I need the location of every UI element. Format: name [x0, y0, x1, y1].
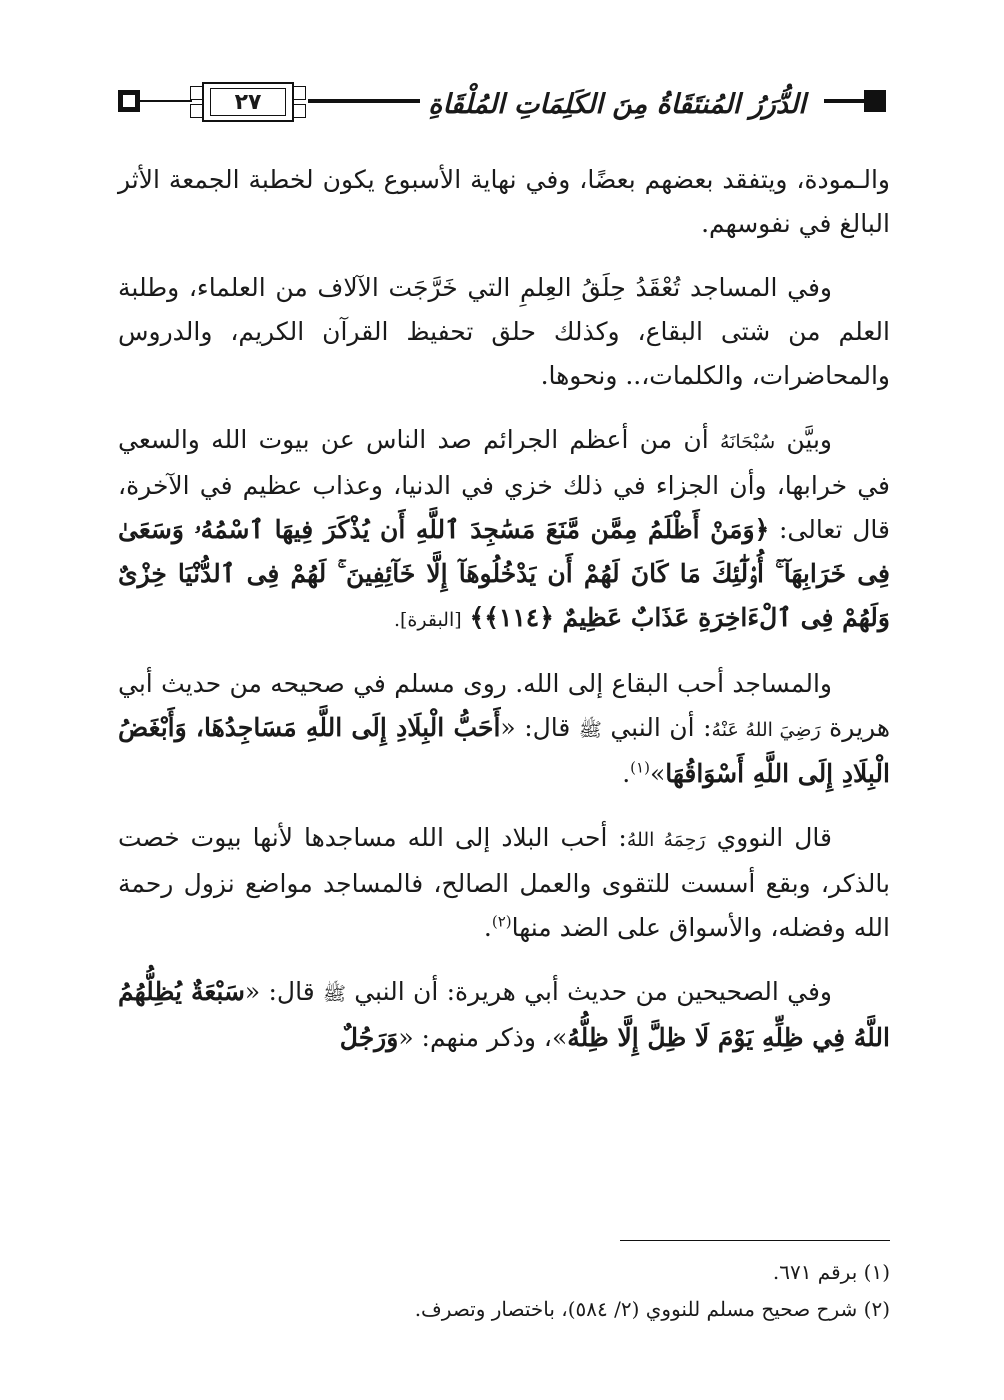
page-number: ٢٧ — [210, 88, 286, 116]
footnote-marker: (٢) — [491, 912, 512, 931]
header-rule — [824, 99, 864, 103]
paragraph-text: وفي الصحيحين من حديث أبي هريرة: أن النبي — [354, 977, 833, 1006]
footnote-marker: (١) — [630, 758, 650, 777]
hadith-text: أَحَبُّ الْبِلَادِ إِلَى اللَّهِ مَسَاجِدُهَا، وَأَبْغَضُ الْبِلَادِ إِلَى اللَّهِ أَسْوَاقُهَا — [118, 713, 890, 788]
paragraph-text: : أحب البلاد إلى الله مساجدها لأنها بيوت خصت بالذكر، وبقع أسست للتقوى والعمل الصالح، فالمساجد مواضع نزول رحمة الله وفضله، والأسواق على الضد منها — [118, 823, 890, 942]
paragraph-text: قال النووي — [716, 823, 832, 852]
page-header — [112, 80, 892, 130]
honorific-glyph: رَضِيَ اللهُ عَنْهُ — [711, 719, 821, 741]
paragraph — [118, 816, 890, 950]
header-rule — [308, 99, 420, 103]
paragraph-text: . — [483, 913, 492, 942]
header-ornament-right — [864, 90, 886, 112]
page-body — [118, 158, 890, 1080]
footnote-separator — [620, 1240, 890, 1241]
paragraph — [118, 266, 890, 398]
book-title: الدُّرَرُ المُنتَقَاةُ مِنَ الكَلِمَاتِ المُلْقَاةِ — [428, 88, 806, 120]
paragraph — [118, 418, 890, 642]
paragraph — [118, 662, 890, 796]
footnote-item: (١) برقم ٦٧١. — [772, 1260, 890, 1284]
paragraph-text: : أن النبي — [610, 713, 712, 742]
footnotes — [118, 1254, 890, 1328]
verse-reference: [البقرة]. — [393, 609, 462, 631]
honorific-glyph: ﷺ — [322, 983, 346, 1005]
paragraph-text: أن من أعظم الجرائم صد الناس عن بيوت الله والسعي في خرابها، وأن الجزاء في ذلك خزي في الدنيا، وعذاب عظيم في الآخرة، قال تعالى: — [118, 425, 890, 544]
quran-verse: ﴿وَمَنْ أَظْلَمُ مِمَّن مَّنَعَ مَسَٰجِدَ ٱللَّهِ أَن يُذْكَرَ فِيهَا ٱسْمُهُۥ وَسَعَىٰ فِى خَرَابِهَآ ۚ أُو۟لَٰٓئِكَ مَا كَانَ لَهُمْ أَن يَدْخُلُوهَآ إِلَّا خَآئِفِينَ ۚ لَهُمْ فِى ٱلدُّنْيَا خِزْىٌ وَلَهُمْ فِى ٱلْءَاخِرَةِ عَذَابٌ عَظِيمٌ ﴿١١٤﴾﴾ — [118, 515, 890, 632]
paragraph-text: وبيَّن — [786, 425, 832, 454]
page-number-frame — [190, 80, 306, 124]
hadith-text: وَرَجُلٌ — [339, 1023, 399, 1052]
paragraph-text: »، وذكر منهم: « — [398, 1023, 568, 1052]
paragraph-text: قال: « — [500, 713, 571, 742]
footnote-item: (٢) شرح صحيح مسلم للنووي (٢/ ٥٨٤)، باختصار وتصرف. — [414, 1297, 890, 1321]
honorific-glyph: رَحِمَهُ اللهُ — [626, 829, 706, 851]
honorific-glyph: ﷺ — [578, 719, 602, 741]
hadith-text: سَبْعَةٌ يُظِلُّهُمُ اللَّهُ فِي ظِلِّهِ يَوْمَ لَا ظِلَّ إِلَّا ظِلُّهُ — [118, 977, 890, 1052]
paragraph-text: والـمودة، ويتفقد بعضهم بعضًا، وفي نهاية الأسبوع يكون لخطبة الجمعة الأثر البالغ في نفوسهم. — [118, 165, 890, 238]
paragraph-text: . — [622, 759, 631, 788]
paragraph — [118, 970, 890, 1060]
paragraph — [118, 158, 890, 246]
paragraph-text: » — [649, 759, 666, 788]
paragraph-text: والمساجد أحب البقاع إلى الله. روى مسلم في صحيحه من حديث أبي هريرة — [118, 669, 890, 742]
header-ornament-left — [118, 90, 140, 112]
header-rule — [140, 100, 192, 102]
paragraph-text: وفي المساجد تُعْقَدُ حِلَقُ العِلمِ التي خَرَّجَت الآلاف من العلماء، وطلبة العلم من شتى البقاع، وكذلك حلق تحفيظ القرآن الكريم، والدروس والمحاضرات، والكلمات،.. ونحوها. — [118, 273, 890, 390]
paragraph-text: قال: « — [244, 977, 315, 1006]
honorific-glyph: سُبْحَانَهُ — [719, 431, 776, 453]
